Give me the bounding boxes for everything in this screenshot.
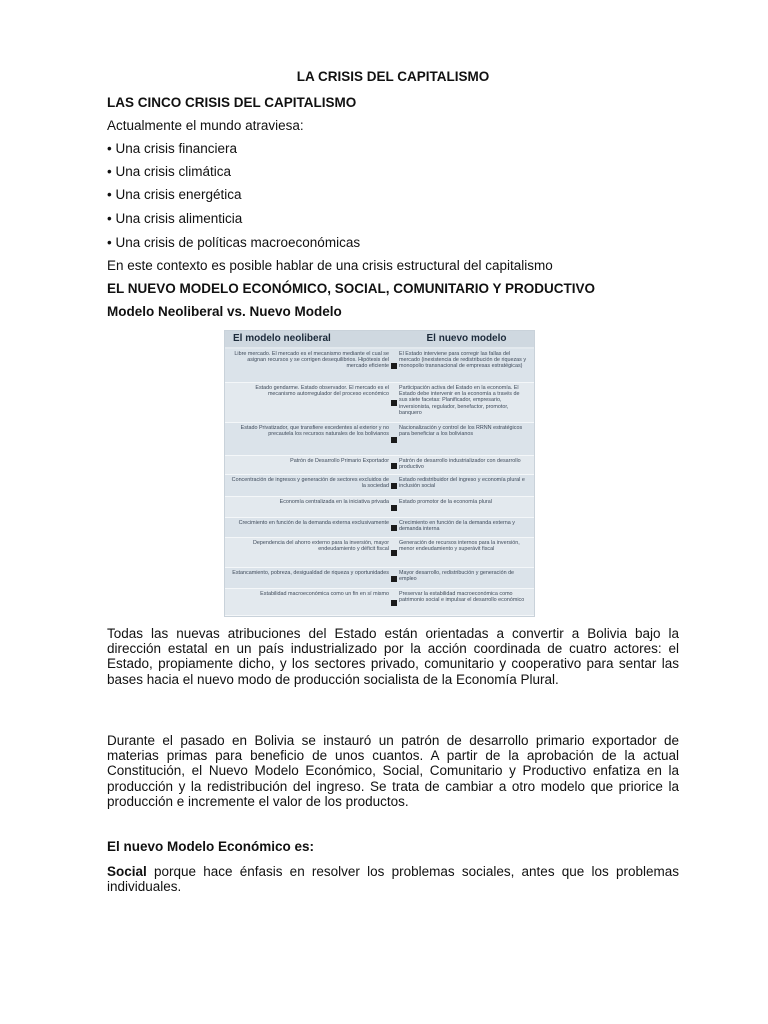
neoliberal-cell: Estado gendarme. Estado observador. El mercado es el mecanismo autorregulador del proceso económico: [255, 385, 389, 398]
new-model-cell: El Estado interviene para corregir las fallas del mercado (inexistencia de redistribución de riquezas y monopolio transnacional de empresas estratégicas): [399, 351, 527, 370]
social-term: Social: [107, 864, 147, 879]
neoliberal-cell: Patrón de Desarrollo Primario Exportador: [290, 458, 389, 464]
arrow-marker-icon: [391, 576, 397, 582]
new-model-cell: Generación de recursos internos para la inversión, menor endeudamiento y superávit fiscal: [399, 540, 520, 553]
bullet-item: • Una crisis climática: [107, 164, 231, 179]
arrow-marker-icon: [391, 437, 397, 443]
bullet-item: • Una crisis de políticas macroeconómicas: [107, 235, 361, 250]
arrow-marker-icon: [391, 550, 397, 556]
paragraph-attributions: Todas las nuevas atribuciones del Estado están orientadas a convertir a Bolivia bajo la dirección estatal en un país industrializado por la acción coordinada de cuatro actores: el Estado, propiamente dicho, y los sectores privado, comunitario y cooperativo para sentar las bases hacia el nuevo modo de producción socialista de la Economía Plural.: [107, 626, 679, 687]
neoliberal-model-header: El modelo neoliberal: [225, 331, 401, 347]
neoliberal-cell: Estabilidad macroeconómica como un fin en sí mismo: [260, 591, 389, 597]
comparison-row: [225, 383, 534, 423]
arrow-marker-icon: [391, 463, 397, 469]
comparison-row: [225, 349, 534, 383]
new-model-cell: Crecimiento en función de la demanda externa y demanda interna: [399, 520, 515, 533]
bullet-item: • Una crisis alimenticia: [107, 211, 243, 226]
new-model-cell: Mayor desarrollo, redistribución y generación de empleo: [399, 570, 515, 583]
context-text: En este contexto es posible hablar de una crisis estructural del capitalismo: [107, 258, 553, 273]
comparison-row: [225, 456, 534, 475]
comparison-table-image: [224, 330, 535, 617]
arrow-marker-icon: [391, 400, 397, 406]
arrow-marker-icon: [391, 505, 397, 511]
new-model-cell: Participación activa del Estado en la economía. El Estado debe intervenir en la economía a través de sus siete facetas: Planificador, empresario, inversionista, regulador, benefactor, promotor, banquero: [399, 385, 520, 416]
comparison-row: [225, 589, 534, 616]
arrow-marker-icon: [391, 525, 397, 531]
comparison-row: [225, 518, 534, 538]
neoliberal-cell: Estado Privatizador, que transfiere excedentes al exterior y no precautela los recursos naturales de los bolivianos: [240, 425, 389, 438]
social-description: porque hace énfasis en resolver los problemas sociales, antes que los problemas individuales.: [107, 864, 679, 895]
comparison-row: [225, 423, 534, 456]
neoliberal-cell: Crecimiento en función de la demanda externa exclusivamente: [238, 520, 389, 526]
neoliberal-cell: Dependencia del ahorro externo para la inversión, mayor endeudamiento y déficit fiscal: [252, 540, 389, 553]
new-model-cell: Preservar la estabilidad macroeconómica como patrimonio social e impulsar el desarrollo económico: [399, 591, 525, 604]
comparison-row: [225, 475, 534, 497]
comparison-heading: Modelo Neoliberal vs. Nuevo Modelo: [107, 304, 342, 319]
arrow-marker-icon: [391, 363, 397, 369]
document-title: LA CRISIS DEL CAPITALISMO: [296, 69, 490, 84]
new-model-cell: Nacionalización y control de los RRNN estratégicos para beneficiar a los bolivianos: [399, 425, 523, 438]
bullet-item: • Una crisis financiera: [107, 141, 238, 156]
arrow-marker-icon: [391, 483, 397, 489]
new-model-cell: Estado redistribuidor del ingreso y economía plural e inclusión social: [399, 477, 525, 490]
bullet-item: • Una crisis energética: [107, 187, 242, 202]
subtitle-heading: LAS CINCO CRISIS DEL CAPITALISMO: [107, 95, 357, 110]
neoliberal-cell: Economía centralizada en la iniciativa privada: [279, 499, 389, 505]
social-paragraph: [107, 864, 679, 894]
model-heading: El nuevo Modelo Económico es:: [107, 839, 315, 854]
paragraph-history: Durante el pasado en Bolivia se instauró un patrón de desarrollo primario exportador de materias primas para beneficio de unos cuantos. A partir de la aprobación de la actual Constitución, el Nuevo Modelo Económico, Social, Comunitario y Productivo enfatiza en la producción y la redistribución del ingreso. Se trata de cambiar a otro modelo que priorice la producción e incremente el valor de los productos.: [107, 733, 679, 809]
new-model-header: El nuevo modelo: [399, 331, 534, 347]
section-heading: EL NUEVO MODELO ECONÓMICO, SOCIAL, COMUNITARIO Y PRODUCTIVO: [107, 281, 596, 296]
neoliberal-cell: Libre mercado. El mercado es el mecanismo mediante el cual se asignan recursos y se corrigen desequilibrios. Hipótesis del mercado eficiente: [234, 351, 389, 370]
comparison-row: [225, 538, 534, 568]
neoliberal-cell: Estancamiento, pobreza, desigualdad de riqueza y oportunidades: [232, 570, 389, 576]
comparison-row: [225, 497, 534, 518]
new-model-cell: Patrón de desarrollo industrializador con desarrollo productivo: [399, 458, 521, 471]
comparison-row: [225, 568, 534, 589]
row-separator: [225, 615, 534, 616]
intro-text: Actualmente el mundo atraviesa:: [107, 118, 304, 133]
arrow-marker-icon: [391, 600, 397, 606]
new-model-cell: Estado promotor de la economía plural: [399, 499, 492, 505]
neoliberal-cell: Concentración de ingresos y generación de sectores excluidos de la sociedad: [231, 477, 389, 490]
